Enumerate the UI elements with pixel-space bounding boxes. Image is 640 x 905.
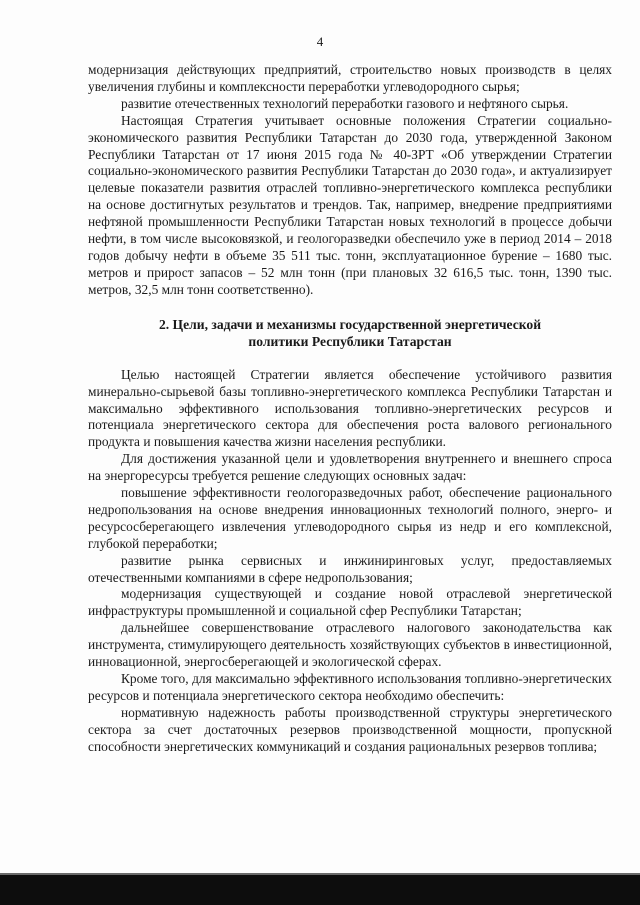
section-heading <box>88 316 612 350</box>
section-paragraph-2: Для достижения указанной цели и удовлетворения внутреннего и внешнего спроса на энергоресурсы требуется решение следующих основных задач: <box>88 451 612 484</box>
section-paragraph-1: Целью настоящей Стратегии является обеспечение устойчивого развития минерально-сырьевой базы топливно-энергетического комплекса Республики Татарстан и максимально эффективного использования топливно-энергетических ресурсов и потенциала энергетического сектора для обеспечения роста валового регионального продукта и повышения качества жизни населения республики. <box>88 366 612 450</box>
document-body <box>88 62 612 756</box>
requirement-item-1: нормативную надежность работы производственной структуры энергетического сектора за счет достаточных резервов производственной мощности, пропускной способности энергетических коммуникаций и создания рациональных резервов топлива; <box>88 704 612 754</box>
intro-paragraph-3: Настоящая Стратегия учитывает основные положения Стратегии социально-экономического развития Республики Татарстан до 2030 года, утвержденной Законом Республики Татарстан от 17 июня 2015 года № 40-ЗРТ «Об утверждении Стратегии социально-экономического развития Республики Татарстан до 2030 года», и актуализирует целевые показатели развития отраслей топливно-энергетического комплекса республики на основе достигнутых результатов и трендов. Так, например, внедрение предприятиями нефтяной промышленности Республики Татарстан новых технологий в процессе добычи нефти, в том числе высоковязкой, и геологоразведки обеспечило уже в период 2014 – 2018 годов добычу нефти в объеме 35 511 тыс. тонн, эксплуатационное бурение – 1680 тыс. метров и прирост запасов – 52 млн тонн (при плановых 32 616,5 тыс. тонн, 1390 тыс. метров, 32,5 млн тонн соответственно). <box>88 112 612 297</box>
scan-bottom-band <box>0 875 640 905</box>
task-item-2: развитие рынка сервисных и инжиниринговых услуг, предоставляемых отечественными компаниями в сфере недропользования; <box>88 552 612 585</box>
intro-paragraph-1: модернизация действующих предприятий, строительство новых производств в целях увеличения глубины и комплексности переработки углеводородного сырья; <box>88 62 612 94</box>
page-number: 4 <box>316 34 324 49</box>
task-item-1: повышение эффективности геологоразведочных работ, обеспечение рационального недропользования на основе внедрения инновационных технологий полного, энерго- и ресурсосберегающего извлечения углеводородного сырья из недр и его комплексной, глубокой переработки; <box>88 485 612 551</box>
section-heading-line-1: 2. Цели, задачи и механизмы государственной энергетической <box>158 316 542 332</box>
task-item-4: дальнейшее совершенствование отраслевого налогового законодательства как инструмента, стимулирующего деятельность хозяйствующих субъектов в инвестиционной, инновационной, энергосберегающей и экологической сферах. <box>88 620 612 670</box>
section-paragraph-3: Кроме того, для максимально эффективного использования топливно-энергетических ресурсов и потенциала энергетического сектора необходимо обеспечить: <box>88 671 612 703</box>
intro-paragraph-2: развитие отечественных технологий переработки газового и нефтяного сырья. <box>121 95 569 111</box>
task-item-3: модернизация существующей и создание новой отраслевой энергетической инфраструктуры промышленной и социальной сфер Республики Татарстан; <box>88 586 612 619</box>
section-heading-line-2: политики Республики Татарстан <box>248 333 452 349</box>
